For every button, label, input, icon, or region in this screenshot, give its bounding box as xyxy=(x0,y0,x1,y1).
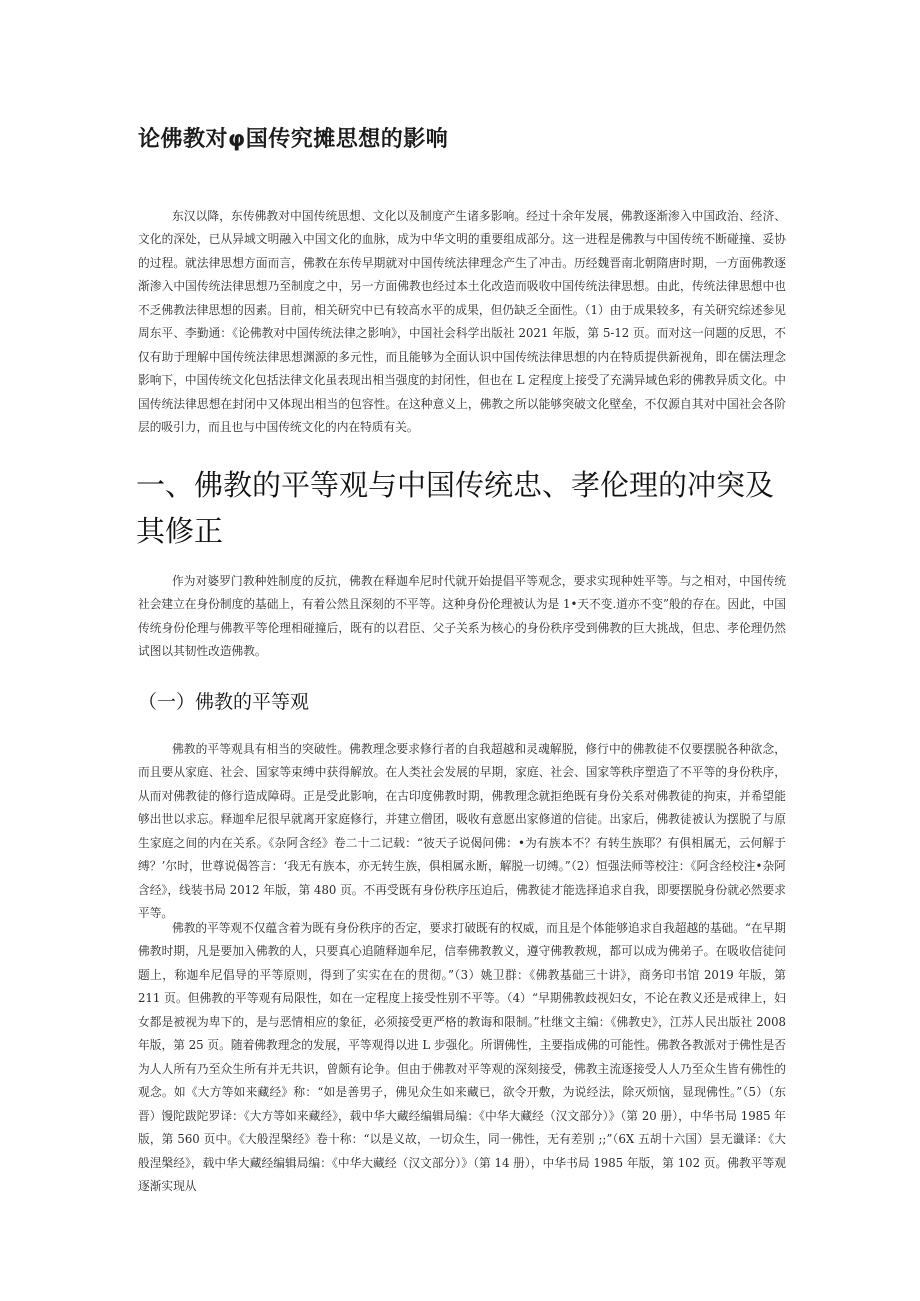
intro-paragraph: 东汉以降，东传佛教对中国传统思想、文化以及制度产生诸多影响。经过十余年发展，佛教逐渐渗入中国政治、经济、文化的深处，已从异域文明融入中国文化的血脉，成为中华文明的重要组成部分。这一进程是佛教与中国传统不断碰撞、妥协的过程。就法律思想方面而言，佛教在东传早期就对中国传统法律理念产生了冲击。历经魏晋南北朝隋唐时期，一方面佛教逐渐渗入中国传统法律思想乃至制度之中，另一方面佛教也经过本土化改造而吸收中国传统法律思想。由此，传统法律思想中也不乏佛教法律思想的因素。目前，相关研究中已有较高水平的成果，但仍缺乏全面性。（1）由于成果较多，有关研究综述参见周东平、李勤通：《论佛教对中国传统法律之影响》，中国社会科学出版社 2021 年版，第 5-12 页。而对这一问题的反思，不仅有助于理解中国传统法律思想渊源的多元性，而且能够为全面认识中国传统法律思想的内在特质提供新视角，即在儒法理念影响下，中国传统文化包括法律文化虽表现出相当强度的封闭性，但也在 L 定程度上接受了充满异域色彩的佛教异质文化。中国传统法律思想在封闭中又体现出相当的包容性。在这种意义上，佛教之所以能够突破文化壁垒，不仅源自其对中国社会各阶层的吸引力，而且也与中国传统文化的内在特质有关。 xyxy=(138,209,786,435)
section-heading-1: 一、佛教的平等观与中国传统忠、孝伦理的冲突及其修正 xyxy=(136,468,775,548)
subsection1-paragraph-1: 佛教的平等观具有相当的突破性。佛教理念要求修行者的自我超越和灵魂解脱，修行中的佛教徒不仅要摆脱各种欲念，而且要从家庭、社会、国家等束缚中获得解放。在人类社会发展的早期，家庭、社会、国家等秩序塑造了不平等的身份秩序，从而对佛教徒的修行造成障碍。正是受此影响，在古印度佛教时期，佛教理念就拒绝既有身份关系对佛教徒的拘束，并希望能够出世以求忘。释迦牟尼很早就离开家庭修行，并建立僧团，吸收有意愿出家修道的信徒。出家后，佛教徒被认为摆脱了与原生家庭之间的内在关系。《杂阿含经》卷二十二记载：“彼天子说偈问佛：•为有族本不？有转生族耶？有俱相属无，云何解于缚？’尔时，世尊说偈答言：‘我无有族本，亦无转生族，俱相属永断，解脱一切缚。”（2）恒强法师等校注：《阿含经校注•杂阿含经》，线装书局 2012 年版，第 480 页。不再受既有身份秩序压迫后，佛教徒才能选择追求自我，即要摆脱身份就必然要求平等。 xyxy=(138,742,786,921)
document-title: 论佛教对φ国传究摊思想的影响 xyxy=(138,127,449,152)
section1-paragraph: 作为对婆罗门教种姓制度的反抗，佛教在释迦牟尼时代就开始提倡平等观念，要求实现种姓平等。与之相对，中国传统社会建立在身份制度的基础上，有着公然且深刻的不平等。这种身份伦理被认为是 1•天不变.道亦不变”般的存在。因此，中国传统身份伦理与佛教平等伦理相碰撞后，既有的以君臣、父子关系为核心的身份秩序受到佛教的巨大挑战，但忠、孝伦理仍然试图以其韧性改造佛教。 xyxy=(138,574,786,659)
subsection-heading-1: （一）佛教的平等观 xyxy=(138,691,310,713)
subsection1-paragraph-2: 佛教的平等观不仅蕴含着为既有身份秩序的否定，要求打破既有的权威，而且是个体能够追求自我超越的基础。“在早期佛教时期，凡是要加入佛教的人，只要真心追随释迦牟尼，信奉佛教教义，遵守佛教教规，都可以成为佛弟子。在吸收信徒问题上，称迦牟尼倡导的平等原则，得到了实实在在的贯彻。”（3）姚卫群：《佛教基础三十讲》，商务印书馆 2019 年版，第 211 页。但佛教的平等观有局限性，如在一定程度上接受性别不平等。（4）“早期佛教歧视妇女，不论在教义还是戒律上，妇女都是被视为卑下的，是与恶情相应的象征，必须接受更严格的教诲和限制。”杜继文主编：《佛教史》，江苏人民出版社 2008 年版，第 25 页。随着佛教理念的发展，平等观得以进 L 步强化。所谓佛性，主要指成佛的可能性。佛教各教派对于佛性是否为人人所有乃至众生所有并无共识，曾颇有论争。但由于佛教对平等观的深刻接受，佛教主流逐接受人人乃至众生皆有佛性的观念。如《大方等如来藏经》称：“如是善男子，佛见众生如来藏已，欲令开敷，为说经法，除灭烦恼，显现佛性。”（5）（东晋）馒陀跋陀罗译：《大方等如来藏经》，载中华大藏经编辑局编：《中华大藏经（汉文部分）》（第 20 册），中华书局 1985 年版，第 560 页中。《大般涅槃经》卷十称：“以是义故，一切众生，同一佛性，无有差别 ;;”（6X 五胡十六国）昙无谶译：《大般涅槃经》，载中华大藏经编辑局编：《中华大藏经（汉文部分）》（第 14 册），中华书局 1985 年版，第 102 页。佛教平等观逐渐实现从 xyxy=(138,921,786,1193)
